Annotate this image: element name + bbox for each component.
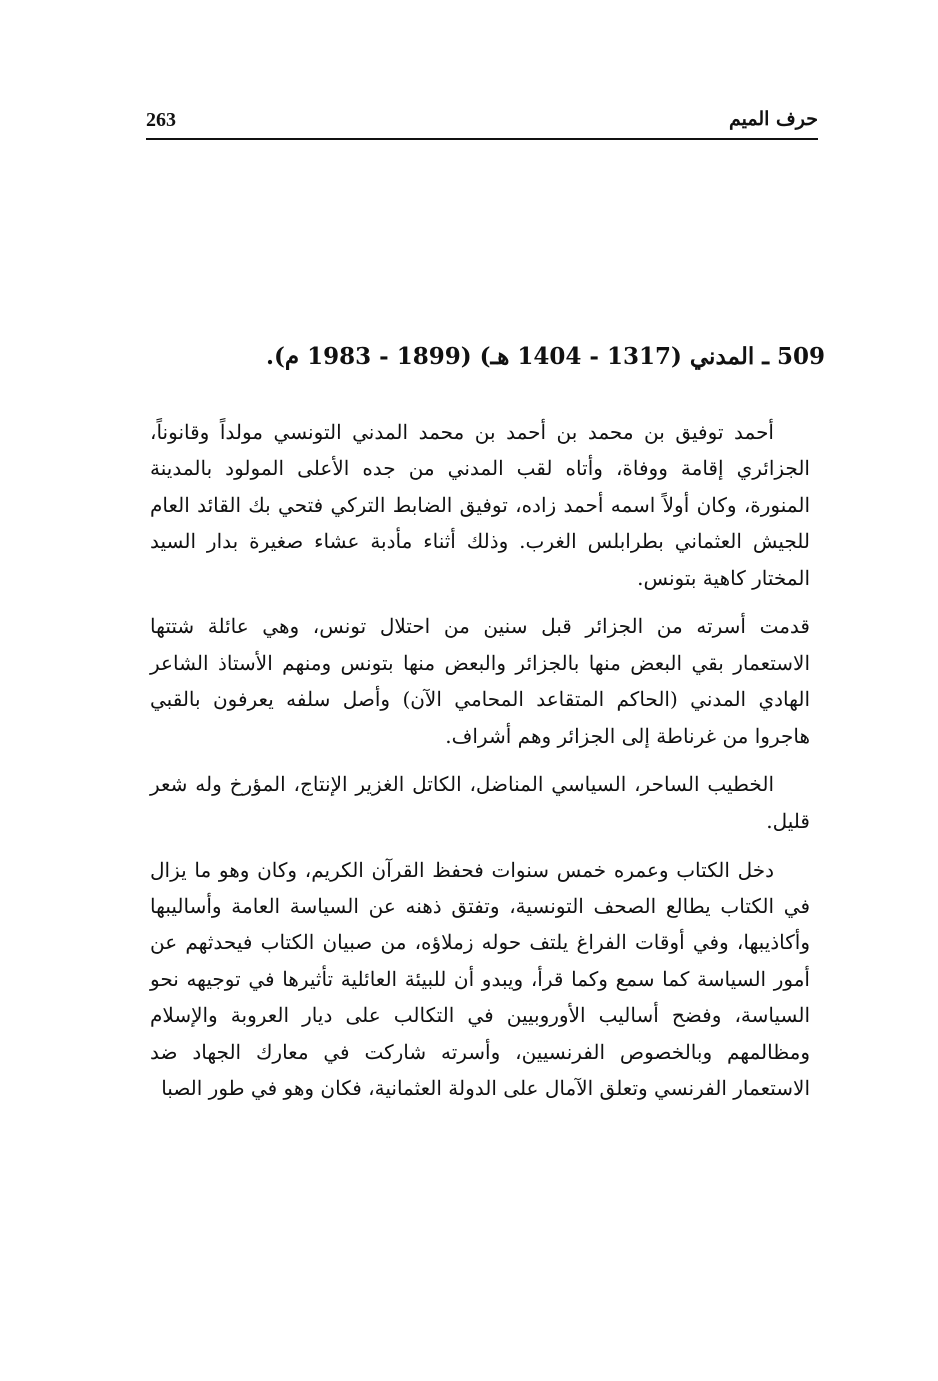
body-text	[150, 414, 810, 1106]
page-number: 263	[146, 109, 176, 131]
paragraph-description: الخطيب الساحر، السياسي المناضل، الكاتل الغزير الإنتاج، المؤرخ وله شعر قليل.	[150, 772, 810, 833]
page-header	[146, 106, 818, 140]
running-title: حرف الميم	[729, 108, 818, 130]
entry-heading: 509 ـ المدني (1317 - 1404 هـ) (1899 - 1983 م).	[266, 343, 825, 371]
paragraph-family-origin: قدمت أسرته من الجزائر قبل سنين من احتلال تونس، وهي عائلة شتتها الاستعمار بقي البعض منها بالجزائر والبعض منها بتونس ومنهم الأستاذ الشاعر الهادي المدني (الحاكم المتقاعد المحامي الآن) وأصل سلفه يعرفون بالقبي هاجروا من غرناطة إلى الجزائر وهم أشراف.	[150, 614, 810, 748]
paragraph-biography-intro: أحمد توفيق بن محمد بن أحمد بن محمد المدني التونسي مولداً وقانوناً، الجزائري إقامة ووفاة، وأتاه لقب المدني من جده الأعلى المولود بالمدينة المنورة، وكان أولاً اسمه أحمد زاده، توفيق الضابط التركي فتحي بك القائد العام للجيش العثماني بطرابلس الغرب. وذلك أثناء مأدبة عشاء صغيرة بدار السيد المختار كاهية بتونس.	[150, 420, 810, 590]
paragraph-early-life: دخل الكتاب وعمره خمس سنوات فحفظ القرآن الكريم، وكان وهو ما يزال في الكتاب يطالع الصحف التونسية، وتفتق ذهنه عن السياسة العامة وأساليبها وأكاذيبها، وفي أوقات الفراغ يلتف حوله زملاؤه، من صبيان الكتاب فيحدثهم عن أمور السياسة كما سمع وكما قرأ، ويبدو أن للبيئة العائلية تأثيرها في توجيهه نحو السياسة، وفضح أساليب الأوروبيين في التكالب على ديار العروبة والإسلام ومظالمهم وبالخصوص الفرنسيين، وأسرته شاركت في معارك الجهاد ضد الاستعمار الفرنسي وتعلق الآمال على الدولة العثمانية، فكان وهو في طور الصبا	[150, 857, 810, 1101]
